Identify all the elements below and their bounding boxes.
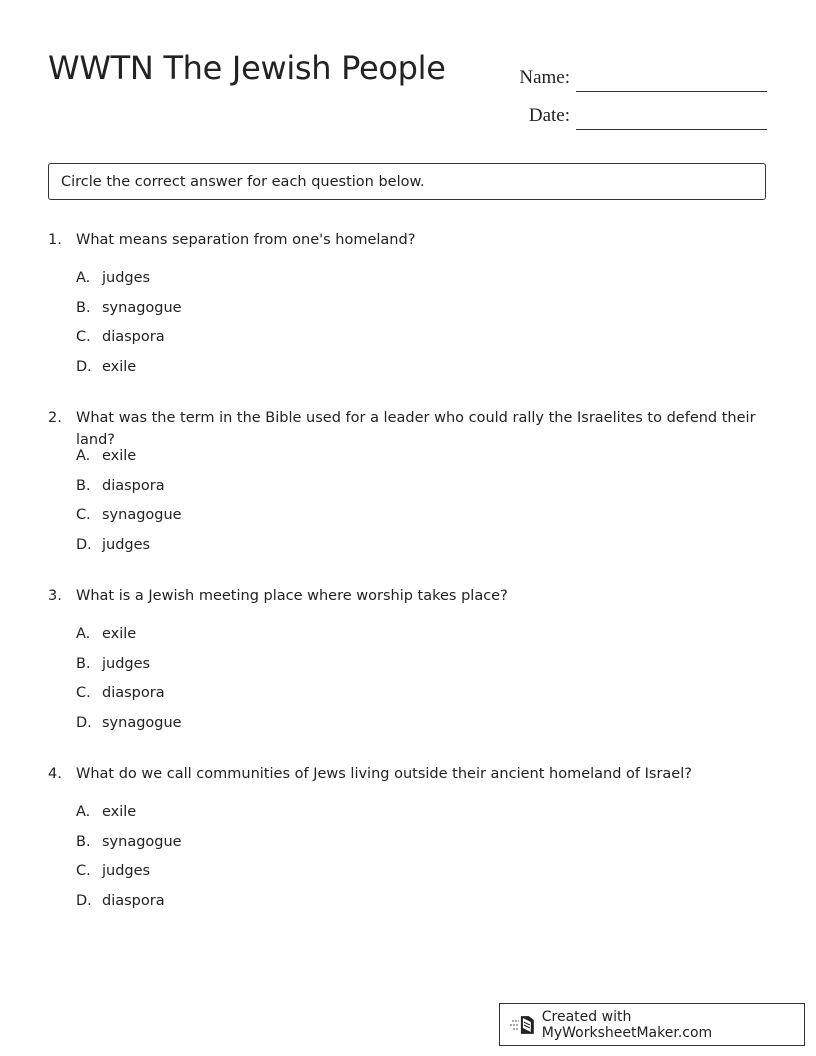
- option-text: exile: [102, 804, 137, 820]
- answer-option[interactable]: [48, 831, 788, 861]
- answer-option[interactable]: [48, 445, 788, 475]
- answer-option[interactable]: [48, 297, 788, 327]
- option-letter: D.: [76, 892, 92, 909]
- option-text: diaspora: [102, 477, 165, 494]
- option-text: diaspora: [102, 892, 165, 909]
- option-text: judges: [102, 270, 151, 286]
- question-number: 4.: [48, 766, 62, 782]
- answer-option[interactable]: [48, 326, 788, 356]
- option-text: synagogue: [102, 714, 182, 731]
- option-letter: D.: [76, 358, 92, 375]
- option-letter: D.: [76, 714, 92, 731]
- page-title: WWTN The Jewish People: [48, 49, 446, 87]
- question-number: 1.: [48, 232, 62, 248]
- date-row: [500, 90, 767, 128]
- option-letter: B.: [76, 655, 91, 672]
- answer-option[interactable]: [48, 475, 788, 505]
- question-4: [48, 763, 788, 919]
- answer-option[interactable]: [48, 860, 788, 890]
- footer-credit[interactable]: [499, 1003, 805, 1046]
- name-label: Name:: [519, 67, 570, 88]
- question-stem: [48, 585, 788, 607]
- date-label: Date:: [528, 105, 570, 126]
- answer-option[interactable]: [48, 267, 788, 297]
- date-field[interactable]: [576, 105, 767, 130]
- option-text: exile: [102, 358, 137, 375]
- answer-option[interactable]: [48, 801, 788, 831]
- option-text: diaspora: [102, 685, 165, 701]
- option-letter: A.: [76, 804, 91, 820]
- question-number: 3.: [48, 588, 62, 604]
- option-letter: A.: [76, 270, 91, 286]
- option-text: synagogue: [102, 507, 182, 523]
- instructions-box: Circle the correct answer for each question below.: [48, 163, 766, 200]
- answer-option[interactable]: [48, 534, 788, 564]
- option-letter: C.: [76, 863, 91, 879]
- question-text: What was the term in the Bible used for a leader who could rally the Israelites to defend their land?: [76, 410, 756, 448]
- question-text: What is a Jewish meeting place where worship takes place?: [76, 588, 508, 604]
- option-letter: C.: [76, 507, 91, 523]
- option-letter: C.: [76, 329, 91, 345]
- worksheet-logo-icon: [510, 1013, 538, 1037]
- option-letter: A.: [76, 626, 91, 642]
- option-letter: C.: [76, 685, 91, 701]
- answer-option[interactable]: [48, 504, 788, 534]
- option-text: judges: [102, 863, 151, 879]
- question-text: What do we call communities of Jews living outside their ancient homeland of Israel?: [76, 766, 692, 782]
- question-stem: [48, 407, 788, 448]
- option-text: judges: [102, 655, 151, 672]
- option-letter: A.: [76, 448, 91, 464]
- option-letter: B.: [76, 299, 91, 316]
- question-list: [48, 229, 788, 941]
- option-text: diaspora: [102, 329, 165, 345]
- option-letter: D.: [76, 536, 92, 553]
- footer-text: Created with MyWorksheetMaker.com: [541, 1008, 713, 1041]
- option-letter: B.: [76, 477, 91, 494]
- answer-option[interactable]: [48, 682, 788, 712]
- question-number: 2.: [48, 410, 62, 426]
- option-letter: B.: [76, 833, 91, 850]
- question-2: [48, 407, 788, 563]
- answer-option[interactable]: [48, 890, 788, 920]
- option-text: exile: [102, 448, 137, 464]
- question-text: What means separation from one's homeland?: [76, 232, 416, 248]
- answer-option[interactable]: [48, 623, 788, 653]
- question-1: [48, 229, 788, 385]
- question-stem: [48, 763, 788, 785]
- answer-option[interactable]: [48, 712, 788, 742]
- option-text: judges: [102, 536, 151, 553]
- question-3: [48, 585, 788, 741]
- name-field[interactable]: [576, 67, 767, 92]
- option-text: exile: [102, 626, 137, 642]
- name-row: [500, 52, 767, 90]
- student-info: [500, 52, 767, 128]
- option-text: synagogue: [102, 833, 182, 850]
- answer-option[interactable]: [48, 653, 788, 683]
- option-text: synagogue: [102, 299, 182, 316]
- answer-option[interactable]: [48, 356, 788, 386]
- question-stem: [48, 229, 788, 251]
